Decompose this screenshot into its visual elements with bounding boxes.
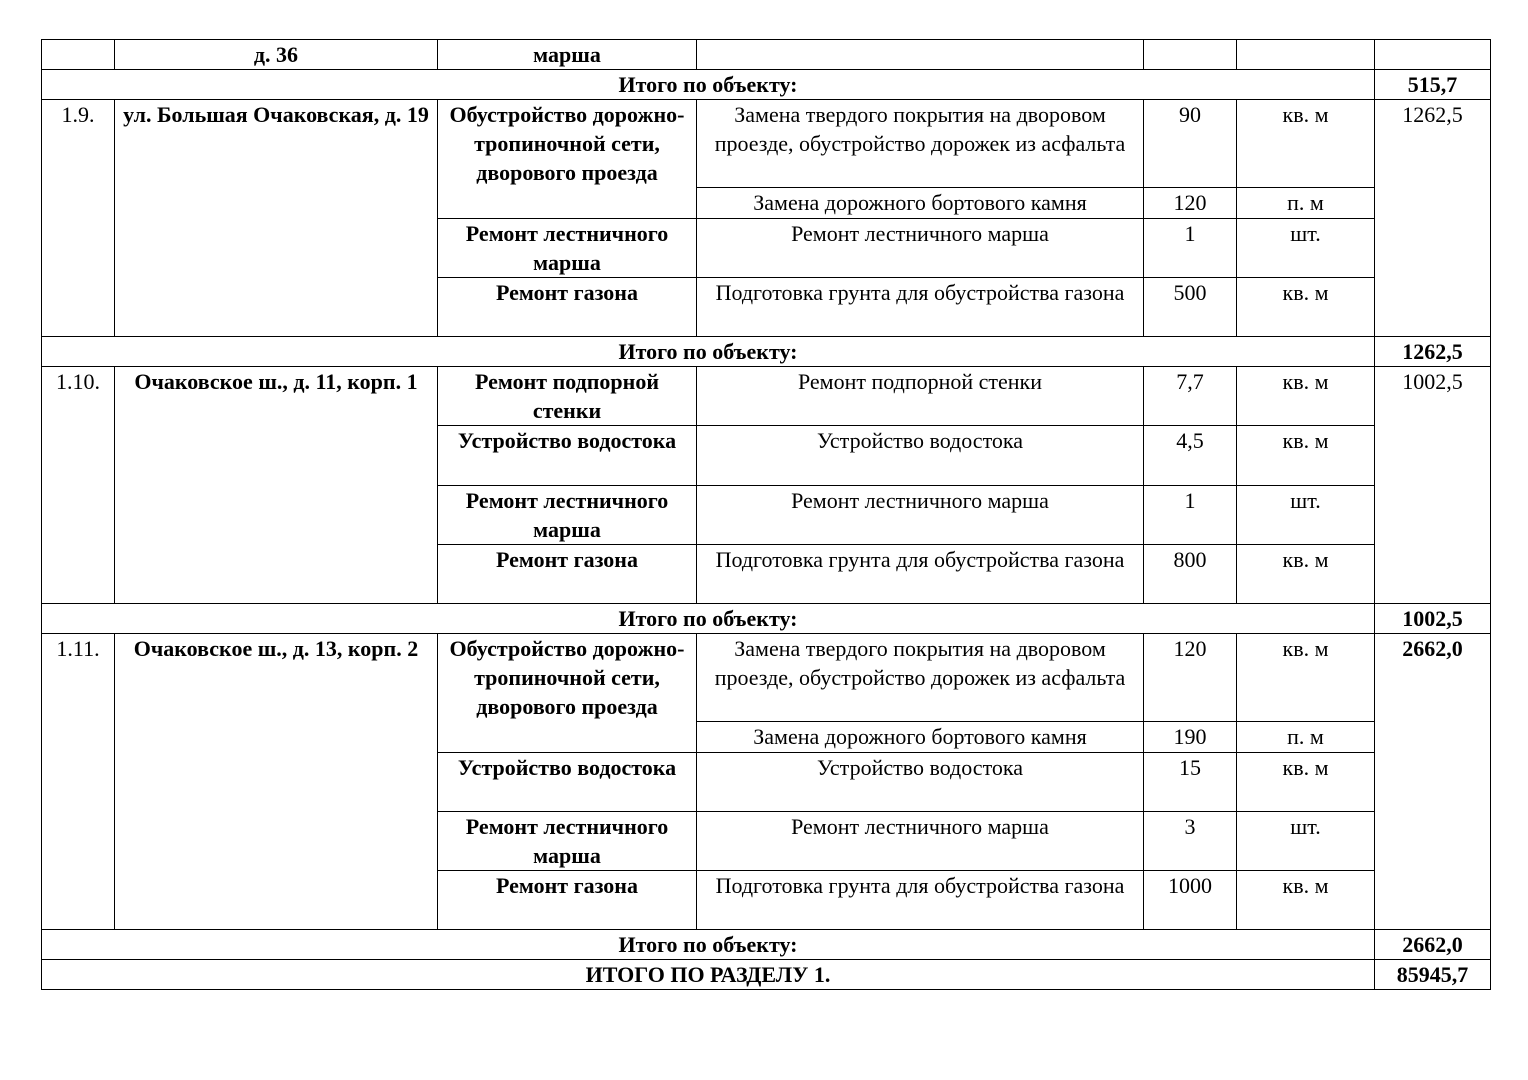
row-number-cell: 1.9. <box>42 100 115 337</box>
section-total-row <box>42 960 1491 990</box>
work-type-cell: Ремонт лестничного марша <box>438 812 697 871</box>
work-description-cell: Замена твердого покрытия на дворовом проезде, обустройство дорожек из асфальта <box>697 634 1144 722</box>
quantity-cell: 4,5 <box>1144 426 1237 486</box>
unit-cell: кв. м <box>1237 871 1375 930</box>
address-cell: д. 36 <box>115 40 438 70</box>
amount-cell: 2662,0 <box>1375 634 1491 930</box>
work-description-cell: Подготовка грунта для обустройства газона <box>697 871 1144 930</box>
unit-cell: п. м <box>1237 722 1375 753</box>
work-type-cell: Устройство водостока <box>438 753 697 812</box>
total-label: Итого по объекту: <box>42 604 1375 634</box>
table-row <box>42 367 1491 426</box>
unit-cell: кв. м <box>1237 545 1375 604</box>
row-number-cell <box>42 40 115 70</box>
unit-cell: кв. м <box>1237 426 1375 486</box>
unit-cell: п. м <box>1237 188 1375 219</box>
quantity-cell: 120 <box>1144 634 1237 722</box>
quantity-cell: 500 <box>1144 278 1237 337</box>
object-total-row <box>42 930 1491 960</box>
quantity-cell: 90 <box>1144 100 1237 188</box>
unit-cell: кв. м <box>1237 634 1375 722</box>
quantity-cell: 800 <box>1144 545 1237 604</box>
work-description-cell: Подготовка грунта для обустройства газона <box>697 278 1144 337</box>
total-label: Итого по объекту: <box>42 337 1375 367</box>
quantity-cell: 7,7 <box>1144 367 1237 426</box>
work-type-cell: Обустройство дорожно-тропиночной сети, дворового проезда <box>438 100 697 219</box>
quantity-cell: 190 <box>1144 722 1237 753</box>
unit-cell <box>1237 40 1375 70</box>
unit-cell: кв. м <box>1237 278 1375 337</box>
row-number-cell: 1.10. <box>42 367 115 604</box>
work-description-cell: Замена твердого покрытия на дворовом проезде, обустройство дорожек из асфальта <box>697 100 1144 188</box>
work-type-cell: марша <box>438 40 697 70</box>
work-description-cell <box>697 40 1144 70</box>
object-total-row <box>42 337 1491 367</box>
address-cell: Очаковское ш., д. 13, корп. 2 <box>115 634 438 930</box>
work-type-cell: Устройство водостока <box>438 426 697 486</box>
unit-cell: шт. <box>1237 812 1375 871</box>
unit-cell: кв. м <box>1237 100 1375 188</box>
quantity-cell: 3 <box>1144 812 1237 871</box>
row-number-cell: 1.11. <box>42 634 115 930</box>
object-total-row <box>42 604 1491 634</box>
works-table <box>41 39 1491 990</box>
work-description-cell: Ремонт подпорной стенки <box>697 367 1144 426</box>
total-label: Итого по объекту: <box>42 930 1375 960</box>
unit-cell: кв. м <box>1237 367 1375 426</box>
amount-cell <box>1375 40 1491 70</box>
amount-cell: 1262,5 <box>1375 100 1491 337</box>
quantity-cell: 1 <box>1144 219 1237 278</box>
quantity-cell: 120 <box>1144 188 1237 219</box>
total-value: 515,7 <box>1375 70 1491 100</box>
total-value: 1002,5 <box>1375 604 1491 634</box>
work-description-cell: Ремонт лестничного марша <box>697 486 1144 545</box>
table-row <box>42 100 1491 188</box>
quantity-cell: 1 <box>1144 486 1237 545</box>
work-description-cell: Замена дорожного бортового камня <box>697 188 1144 219</box>
work-description-cell: Ремонт лестничного марша <box>697 219 1144 278</box>
unit-cell: шт. <box>1237 219 1375 278</box>
quantity-cell: 15 <box>1144 753 1237 812</box>
table-row <box>42 634 1491 722</box>
work-description-cell: Замена дорожного бортового камня <box>697 722 1144 753</box>
work-type-cell: Ремонт газона <box>438 871 697 930</box>
address-cell: Очаковское ш., д. 11, корп. 1 <box>115 367 438 604</box>
total-label: Итого по объекту: <box>42 70 1375 100</box>
work-type-cell: Ремонт газона <box>438 545 697 604</box>
unit-cell: шт. <box>1237 486 1375 545</box>
total-label: ИТОГО ПО РАЗДЕЛУ 1. <box>42 960 1375 990</box>
unit-cell: кв. м <box>1237 753 1375 812</box>
total-value: 1262,5 <box>1375 337 1491 367</box>
work-type-cell: Ремонт газона <box>438 278 697 337</box>
address-cell: ул. Большая Очаковская, д. 19 <box>115 100 438 337</box>
work-description-cell: Ремонт лестничного марша <box>697 812 1144 871</box>
quantity-cell <box>1144 40 1237 70</box>
object-total-row <box>42 70 1491 100</box>
work-description-cell: Устройство водостока <box>697 426 1144 486</box>
work-type-cell: Ремонт подпорной стенки <box>438 367 697 426</box>
work-type-cell: Обустройство дорожно-тропиночной сети, дворового проезда <box>438 634 697 753</box>
quantity-cell: 1000 <box>1144 871 1237 930</box>
work-description-cell: Подготовка грунта для обустройства газона <box>697 545 1144 604</box>
work-type-cell: Ремонт лестничного марша <box>438 219 697 278</box>
total-value: 2662,0 <box>1375 930 1491 960</box>
total-value: 85945,7 <box>1375 960 1491 990</box>
amount-cell: 1002,5 <box>1375 367 1491 604</box>
work-type-cell: Ремонт лестничного марша <box>438 486 697 545</box>
work-description-cell: Устройство водостока <box>697 753 1144 812</box>
table-row <box>42 40 1491 70</box>
